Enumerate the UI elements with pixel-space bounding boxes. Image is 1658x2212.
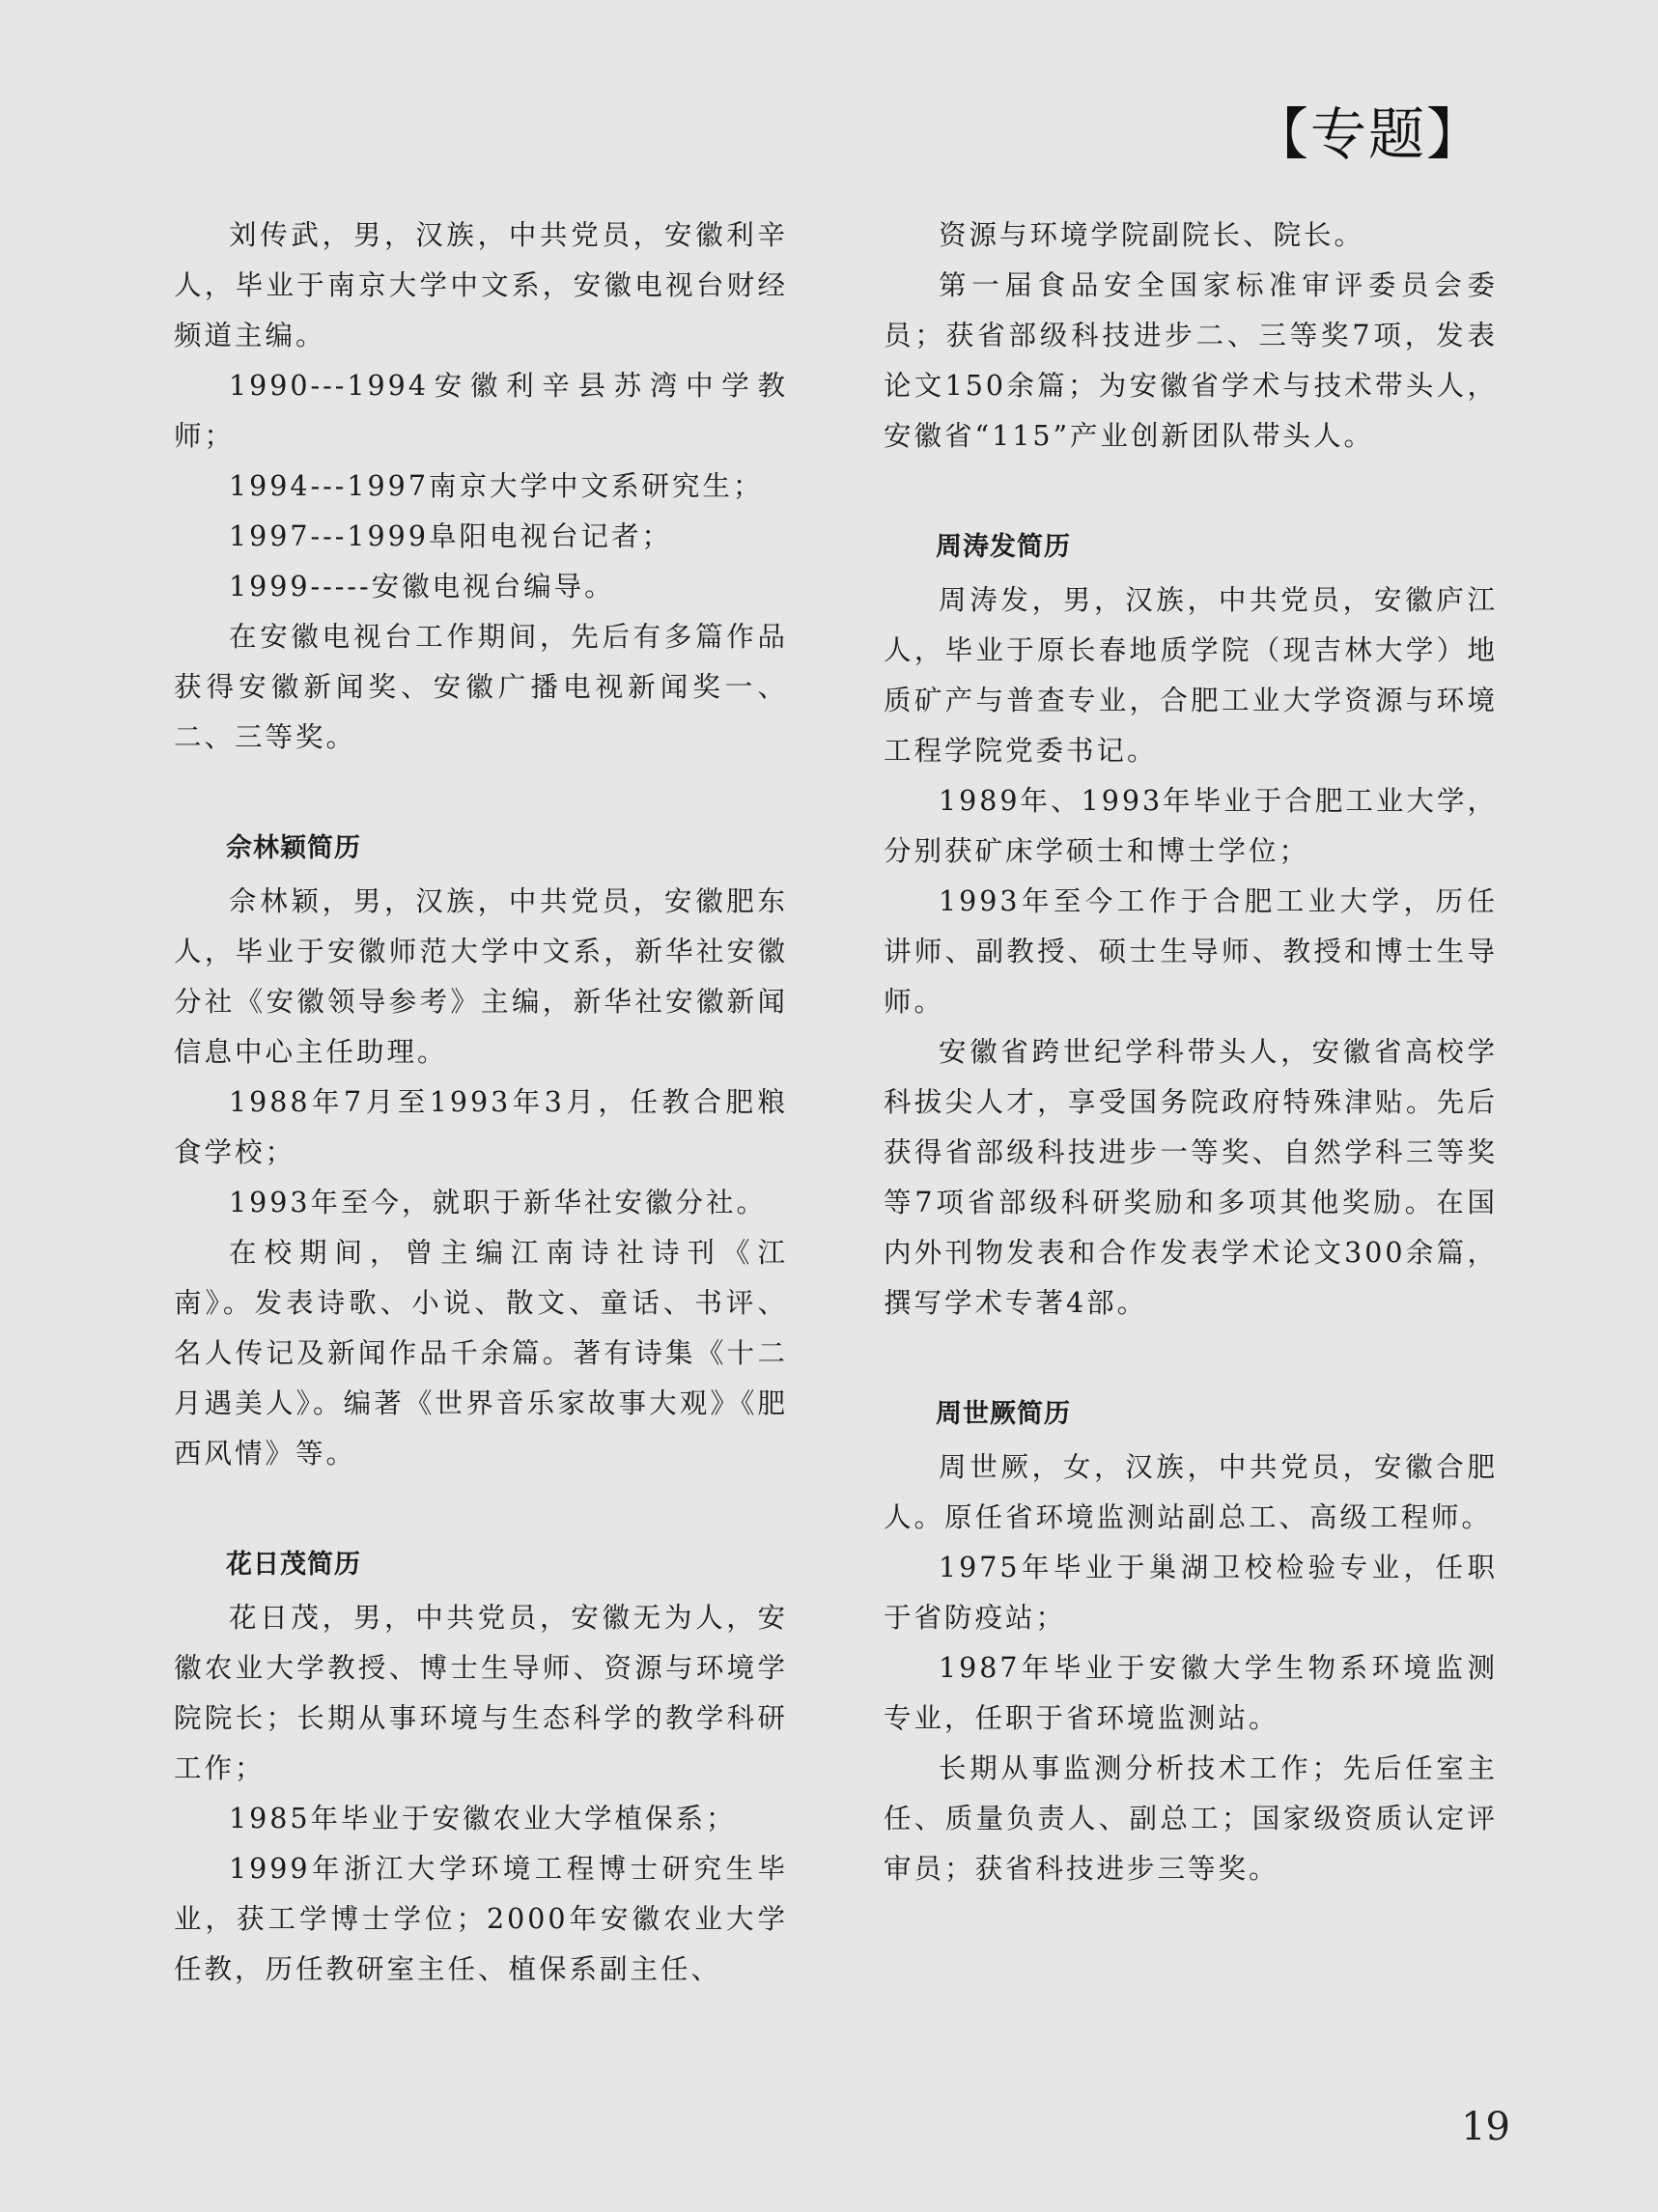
paragraph: 花日茂，男，中共党员，安徽无为人，安徽农业大学教授、博士生导师、资源与环境学院院长；长期从事环境与生态科学的教学科研工作； [174, 1602, 788, 1784]
paragraph: 佘林颖，男，汉族，中共党员，安徽肥东人，毕业于安徽师范大学中文系，新华社安徽分社《安徽领导参考》主编，新华社安徽新闻信息中心主任助理。 [174, 885, 788, 1068]
page-number: 19 [1461, 2105, 1510, 2149]
paragraph: 长期从事监测分析技术工作；先后任室主任、质量负责人、副总工；国家级资质认定评审员；获省科技进步三等奖。 [884, 1752, 1498, 1885]
paragraph: 1975年毕业于巢湖卫校检验专业，任职于省防疫站； [884, 1552, 1498, 1634]
paragraph: 资源与环境学院副院长、院长。 [939, 219, 1365, 251]
paragraph: 1999-----安徽电视台编导。 [229, 571, 615, 602]
right-column [884, 210, 1498, 1894]
section-tag: 【专题】 [1251, 101, 1484, 167]
paragraph: 1993年至今工作于合肥工业大学，历任讲师、副教授、硕士生导师、教授和博士生导师。 [884, 885, 1498, 1018]
paragraph: 1994---1997南京大学中文系研究生； [229, 470, 764, 502]
paragraph: 周世厥，女，汉族，中共党员，安徽合肥人。原任省环境监测站副总工、高级工程师。 [884, 1451, 1498, 1533]
paragraph: 1990---1994安徽利辛县苏湾中学教师； [174, 370, 788, 452]
paragraph: 1985年毕业于安徽农业大学植保系； [229, 1803, 737, 1834]
paragraph: 1989年、1993年毕业于合肥工业大学，分别获矿床学硕士和博士学位； [884, 785, 1498, 867]
paragraph: 周涛发，男，汉族，中共党员，安徽庐江人，毕业于原长春地质学院（现吉林大学）地质矿产与普查专业，合肥工业大学资源与环境工程学院党委书记。 [884, 584, 1498, 767]
section-heading: 佘林颖简历 [226, 833, 361, 863]
section-heading: 周世厥简历 [936, 1399, 1071, 1429]
section-heading: 周涛发简历 [936, 532, 1071, 562]
paragraph: 第一届食品安全国家标准审评委员会委员；获省部级科技进步二、三等奖7项，发表论文150余篇；为安徽省学术与技术带头人，安徽省“115”产业创新团队带头人。 [884, 269, 1498, 452]
paragraph: 1993年至今，就职于新华社安徽分社。 [229, 1187, 768, 1218]
left-column [174, 210, 788, 1995]
paragraph: 1987年毕业于安徽大学生物系环境监测专业，任职于省环境监测站。 [884, 1652, 1498, 1734]
paragraph: 1997---1999阜阳电视台记者； [229, 520, 672, 552]
paragraph: 安徽省跨世纪学科带头人，安徽省高校学科拔尖人才，享受国务院政府特殊津贴。先后获得省部级科技进步一等奖、自然学科三等奖等7项省部级科研奖励和多项其他奖励。在国内外刊物发表和合作发表学术论文300余篇，撰写学术专著4部。 [884, 1036, 1498, 1319]
paragraph: 刘传武，男，汉族，中共党员，安徽利辛人，毕业于南京大学中文系，安徽电视台财经频道主编。 [174, 219, 788, 351]
paragraph: 在校期间，曾主编江南诗社诗刊《江南》。发表诗歌、小说、散文、童话、书评、名人传记及新闻作品千余篇。著有诗集《十二月遇美人》。编著《世界音乐家故事大观》《肥西风情》等。 [174, 1237, 788, 1470]
paragraph: 在安徽电视台工作期间，先后有多篇作品获得安徽新闻奖、安徽广播电视新闻奖一、二、三等奖。 [174, 621, 788, 753]
paragraph: 1999年浙江大学环境工程博士研究生毕业，获工学博士学位；2000年安徽农业大学任教，历任教研室主任、植保系副主任、 [174, 1853, 788, 1985]
section-heading: 花日茂简历 [226, 1550, 361, 1580]
paragraph: 1988年7月至1993年3月，任教合肥粮食学校； [174, 1086, 788, 1168]
